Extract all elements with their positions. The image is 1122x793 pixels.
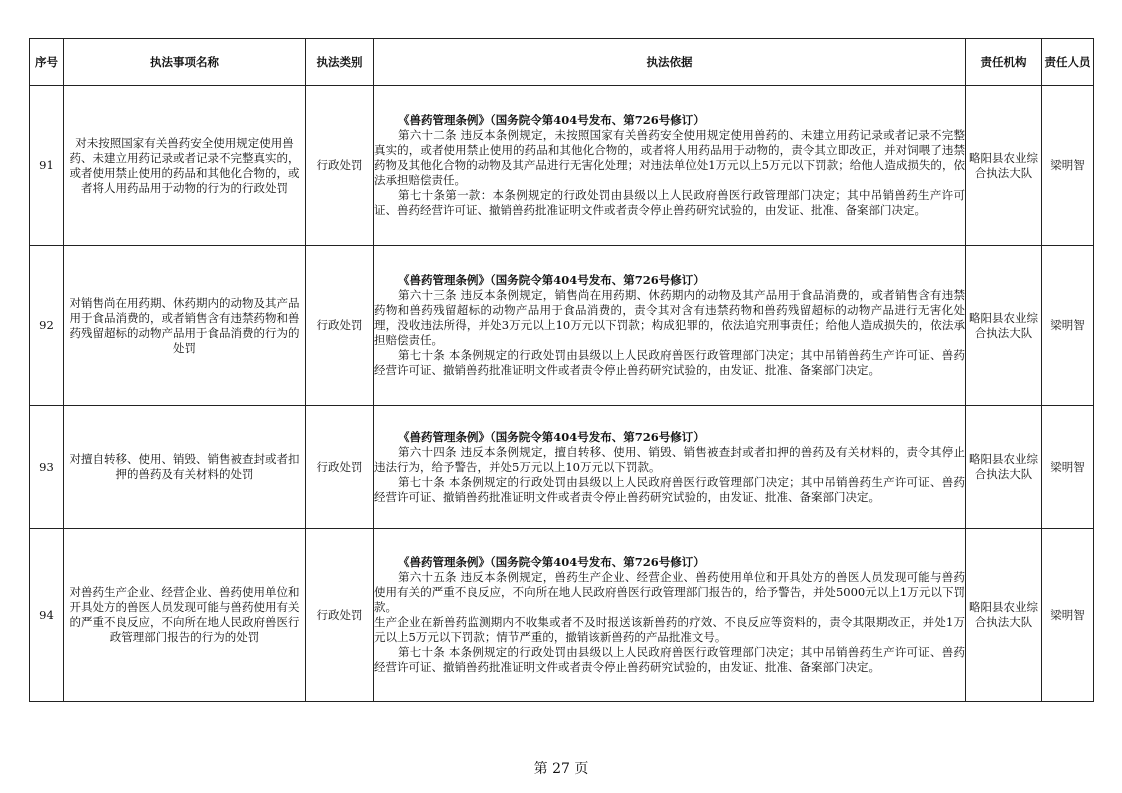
row-category: 行政处罚 <box>306 406 374 529</box>
row-org: 略阳县农业综合执法大队 <box>966 246 1042 406</box>
row-seq: 92 <box>30 246 64 406</box>
table-row <box>30 529 1094 702</box>
law-paragraph: 生产企业在新兽药监测期内不收集或者不及时报送该新兽药的疗效、不良反应等资料的，责令其限期改正，并处1万元以上5万元以下罚款；情节严重的，撤销该新兽药的产品批准文号。 <box>374 615 965 644</box>
row-person: 梁明智 <box>1042 246 1094 406</box>
row-category: 行政处罚 <box>306 529 374 702</box>
law-paragraph: 第六十三条 违反本条例规定，销售尚在用药期、休药期内的动物及其产品用于食品消费的，或者销售含有违禁药物和兽药残留超标的动物产品用于食品消费的，责令其对含有违禁药物和兽药残留超标的动物产品进行无害化处理，没收违法所得，并处3万元以上10万元以下罚款；构成犯罪的，依法追究刑事责任；给他人造成损失的，依法承担赔偿责任。 <box>374 288 965 347</box>
law-paragraph: 第六十二条 违反本条例规定，未按照国家有关兽药安全使用规定使用兽药的、未建立用药记录或者记录不完整真实的，或者使用禁止使用的药品和其他化合物的，或者将人用药品用于动物的，责令其立即改正，并对饲喂了违禁药物及其他化合物的动物及其产品进行无害化处理；对违法单位处1万元以上5万元以下罚款；给他人造成损失的，依法承担赔偿责任。 <box>374 128 965 187</box>
row-org: 略阳县农业综合执法大队 <box>966 86 1042 246</box>
header-basis: 执法依据 <box>374 39 966 86</box>
law-title: 《兽药管理条例》（国务院令第404号发布、第726号修订） <box>398 429 705 444</box>
row-basis <box>374 246 966 406</box>
row-item-name: 对销售尚在用药期、休药期内的动物及其产品用于食品消费的，或者销售含有违禁药物和兽药残留超标的动物产品用于食品消费的行为的处罚 <box>64 246 306 406</box>
law-paragraph: 第七十条 本条例规定的行政处罚由县级以上人民政府兽医行政管理部门决定；其中吊销兽药生产许可证、兽药经营许可证、撤销兽药批准证明文件或者责令停止兽药研究试验的，由发证、批准、备案部门决定。 <box>374 474 965 504</box>
row-category: 行政处罚 <box>306 86 374 246</box>
header-category: 执法类别 <box>306 39 374 86</box>
row-person: 梁明智 <box>1042 406 1094 529</box>
row-basis <box>374 406 966 529</box>
row-person: 梁明智 <box>1042 529 1094 702</box>
row-seq: 91 <box>30 86 64 246</box>
law-paragraph: 第七十条第一款：本条例规定的行政处罚由县级以上人民政府兽医行政管理部门决定；其中吊销兽药生产许可证、兽药经营许可证、撤销兽药批准证明文件或者责令停止兽药研究试验的，由发证、批准、备案部门决定。 <box>374 188 965 217</box>
law-paragraph: 第六十四条 违反本条例规定，擅自转移、使用、销毁、销售被查封或者扣押的兽药及有关材料的，责令其停止违法行为，给予警告，并处5万元以上10万元以下罚款。 <box>374 444 965 474</box>
header-org: 责任机构 <box>966 39 1042 86</box>
header-person: 责任人员 <box>1042 39 1094 86</box>
law-paragraph: 第七十条 本条例规定的行政处罚由县级以上人民政府兽医行政管理部门决定；其中吊销兽药生产许可证、兽药经营许可证、撤销兽药批准证明文件或者责令停止兽药研究试验的，由发证、批准、备案部门决定。 <box>374 348 965 377</box>
row-org: 略阳县农业综合执法大队 <box>966 529 1042 702</box>
header-seq: 序号 <box>30 39 64 86</box>
row-seq: 94 <box>30 529 64 702</box>
row-basis <box>374 529 966 702</box>
law-title: 《兽药管理条例》（国务院令第404号发布、第726号修订） <box>398 113 705 127</box>
row-seq: 93 <box>30 406 64 529</box>
law-title: 《兽药管理条例》（国务院令第404号发布、第726号修订） <box>398 273 705 287</box>
law-paragraph: 第六十五条 违反本条例规定，兽药生产企业、经营企业、兽药使用单位和开具处方的兽医人员发现可能与兽药使用有关的严重不良反应，不向所在地人民政府兽医行政管理部门报告的，给予警告，并处5000元以上1万元以下罚款。 <box>374 570 965 614</box>
table-row <box>30 406 1094 529</box>
header-item-name: 执法事项名称 <box>64 39 306 86</box>
page-number: 第 27 页 <box>533 761 589 777</box>
table-row <box>30 246 1094 406</box>
enforcement-table <box>29 38 1094 702</box>
row-category: 行政处罚 <box>306 246 374 406</box>
table-header-row <box>30 39 1094 86</box>
row-item-name: 对未按照国家有关兽药安全使用规定使用兽药、未建立用药记录或者记录不完整真实的，或者使用禁止使用的药品和其他化合物的，或者将人用药品用于动物的行为的行政处罚 <box>64 86 306 246</box>
row-basis <box>374 86 966 246</box>
row-person: 梁明智 <box>1042 86 1094 246</box>
law-paragraph: 第七十条 本条例规定的行政处罚由县级以上人民政府兽医行政管理部门决定；其中吊销兽药生产许可证、兽药经营许可证、撤销兽药批准证明文件或者责令停止兽药研究试验的，由发证、批准、备案部门决定。 <box>374 645 965 674</box>
row-org: 略阳县农业综合执法大队 <box>966 406 1042 529</box>
row-item-name: 对兽药生产企业、经营企业、兽药使用单位和开具处方的兽医人员发现可能与兽药使用有关的严重不良反应，不向所在地人民政府兽医行政管理部门报告的行为的处罚 <box>64 529 306 702</box>
table-row <box>30 86 1094 246</box>
law-title: 《兽药管理条例》（国务院令第404号发布、第726号修订） <box>398 555 705 569</box>
row-item-name: 对擅自转移、使用、销毁、销售被查封或者扣押的兽药及有关材料的处罚 <box>64 406 306 529</box>
